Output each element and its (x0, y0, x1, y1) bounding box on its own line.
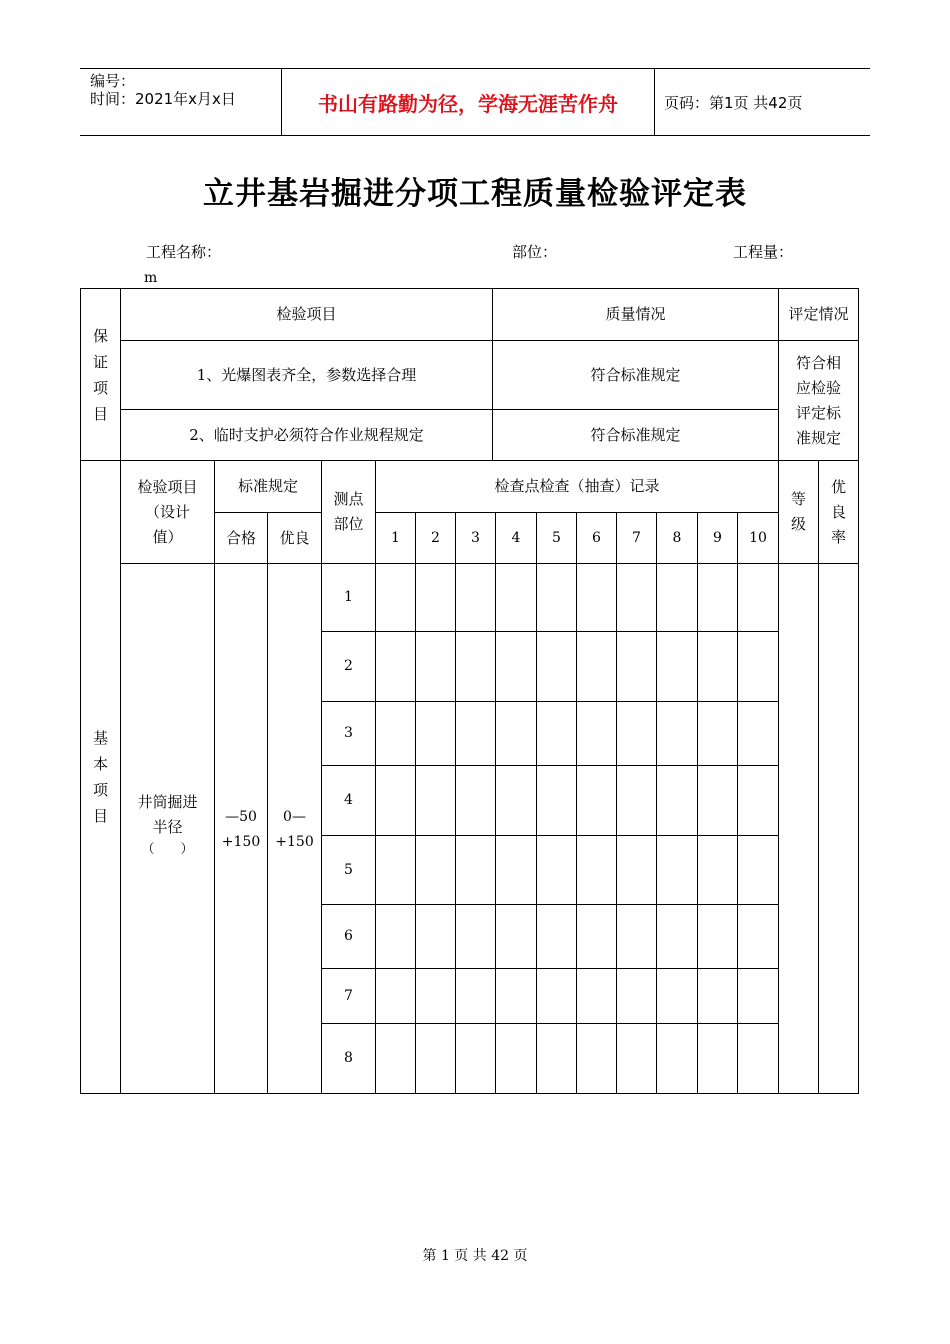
date-label: 时间：2021年x月x日 (90, 90, 236, 108)
guarantee-row-item: 2、临时支护必须符合作业规程规定 (189, 425, 424, 444)
record-header: 检查点检查（抽查）记录 (494, 477, 660, 495)
good-value: 0— +150 (275, 809, 314, 850)
motto-text: 书山有路勤为径，学海无涯苦作舟 (318, 92, 618, 116)
record-number: 4 (511, 529, 521, 546)
standard-header: 标准规定 (237, 477, 298, 495)
guarantee-quality-header: 质量情况 (605, 305, 666, 323)
point-number: 2 (344, 658, 353, 674)
record-number: 3 (471, 529, 480, 546)
guarantee-eval-header: 评定情况 (788, 305, 849, 323)
point-number: 1 (344, 589, 353, 605)
point-number: 4 (344, 792, 353, 808)
rate-header: 优良率 (830, 477, 846, 546)
serial-label: 编号： (90, 72, 136, 90)
point-number: 6 (344, 928, 353, 944)
point-number: 5 (344, 861, 353, 878)
basic-item-name: 井筒掘进半径 (137, 793, 198, 836)
basic-item-paren: （ ） (141, 842, 194, 857)
grade-header: 等级 (790, 490, 806, 533)
guarantee-row-quality: 符合标准规定 (590, 365, 681, 384)
quantity-label: 工程量： (733, 243, 794, 261)
record-number: 2 (431, 529, 440, 546)
record-number: 8 (672, 529, 682, 546)
page-label: 页码：第1页 共42页 (664, 94, 803, 112)
guarantee-row-item: 1、光爆图表齐全，参数选择合理 (196, 365, 417, 384)
guarantee-item-header: 检验项目 (276, 305, 337, 323)
point-header: 测点部位 (333, 490, 364, 533)
point-number: 8 (344, 1050, 353, 1066)
record-number: 7 (632, 529, 641, 546)
pass-value: —50 +150 (221, 809, 261, 850)
record-number: 9 (713, 529, 722, 546)
project-name-label: 工程名称： (146, 243, 222, 261)
point-number: 7 (344, 987, 353, 1004)
basic-section-label: 基本项目 (92, 729, 108, 825)
guarantee-eval-result: 符合相应检验评定标准规定 (795, 353, 841, 447)
pass-header: 合格 (225, 528, 256, 547)
record-number: 1 (391, 529, 400, 546)
record-number: 6 (592, 529, 601, 546)
guarantee-row-quality: 符合标准规定 (590, 425, 681, 444)
point-number: 3 (344, 725, 353, 741)
basic-item-header: 检验项目（设计值） (137, 477, 198, 546)
good-header: 优良 (279, 528, 310, 547)
page-footer: 第 1 页 共 42 页 (422, 1248, 528, 1264)
record-number: 5 (552, 529, 561, 546)
document-title: 立井基岩掘进分项工程质量检验评定表 (203, 176, 747, 212)
guarantee-section-label: 保证项目 (92, 326, 108, 423)
location-label: 部位： (512, 243, 558, 261)
unit-label: m (144, 270, 158, 286)
record-number: 10 (749, 529, 767, 546)
